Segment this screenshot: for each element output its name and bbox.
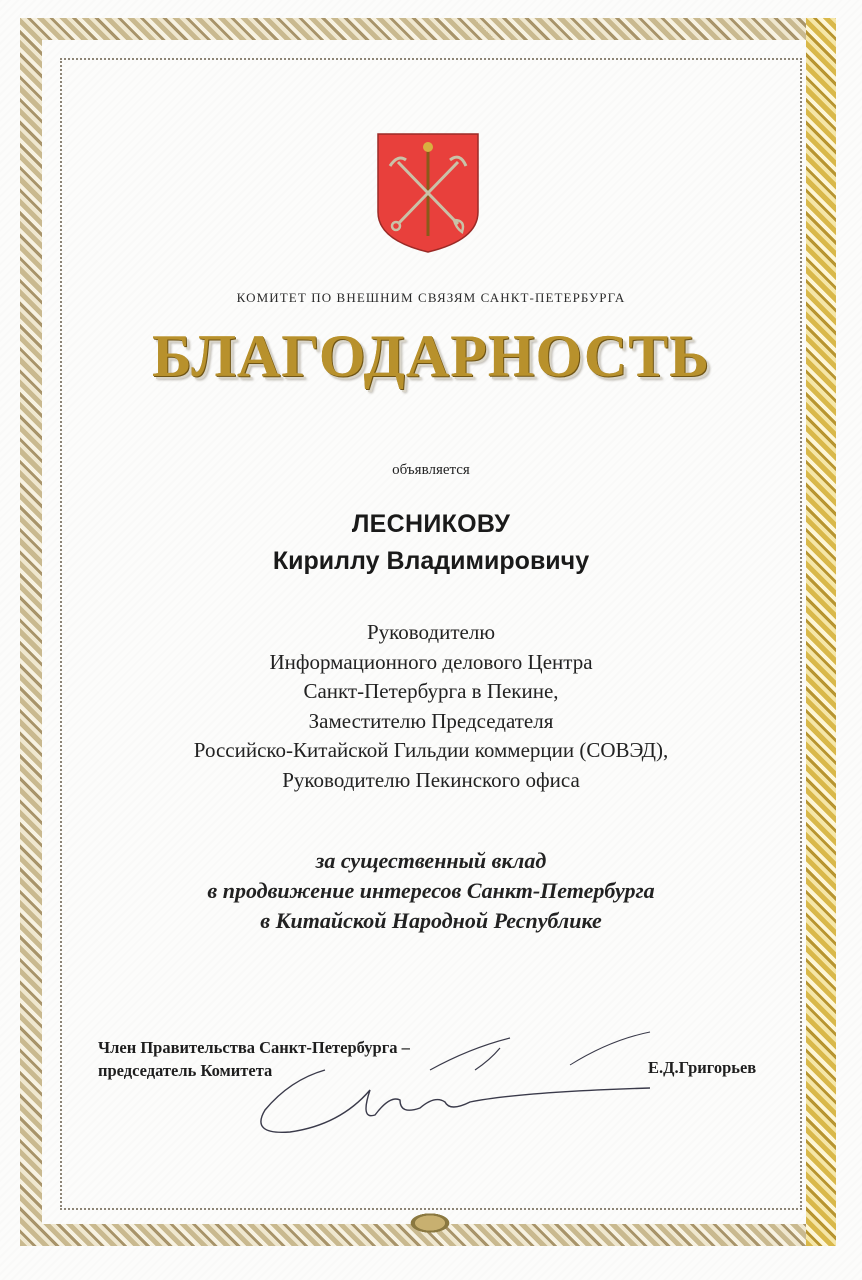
position-line: Информационного делового Центра — [269, 649, 593, 674]
position-line: Руководителю Пекинского офиса — [282, 767, 580, 792]
bottom-shell-ornament — [400, 1208, 460, 1238]
role-line: Член Правительства Санкт-Петербурга – — [98, 1038, 410, 1057]
reason-line: в продвижение интересов Санкт-Петербурга — [207, 878, 655, 903]
reason-line: за существенный вклад — [315, 848, 547, 873]
announcement-text: объявляется — [392, 462, 470, 478]
recipient-given-names: Кириллу Владимировичу — [272, 547, 590, 575]
position-line: Российско-Китайской Гильдии коммерции (СОВЭД), — [193, 738, 669, 762]
recipient-positions — [0, 618, 862, 795]
role-line: председатель Комитета — [98, 1061, 273, 1080]
handwritten-signature-icon — [250, 1030, 670, 1140]
reason-line: в Китайской Народной Республике — [260, 908, 602, 933]
certificate-title: БЛАГОДАРНОСТЬ — [0, 322, 862, 391]
issuer-name: КОМИТЕТ ПО ВНЕШНИМ СВЯЗЯМ САНКТ-ПЕТЕРБУРГА — [236, 290, 626, 305]
signatory-name: Е.Д.Григорьев — [648, 1058, 757, 1077]
recipient-surname: ЛЕСНИКОВУ — [351, 510, 511, 538]
position-line: Санкт-Петербурга в Пекине, — [303, 679, 559, 703]
position-line: Руководителю — [366, 620, 496, 644]
position-line: Заместителю Председателя — [308, 708, 554, 733]
coat-of-arms-icon — [376, 132, 480, 254]
award-reason — [0, 846, 862, 936]
